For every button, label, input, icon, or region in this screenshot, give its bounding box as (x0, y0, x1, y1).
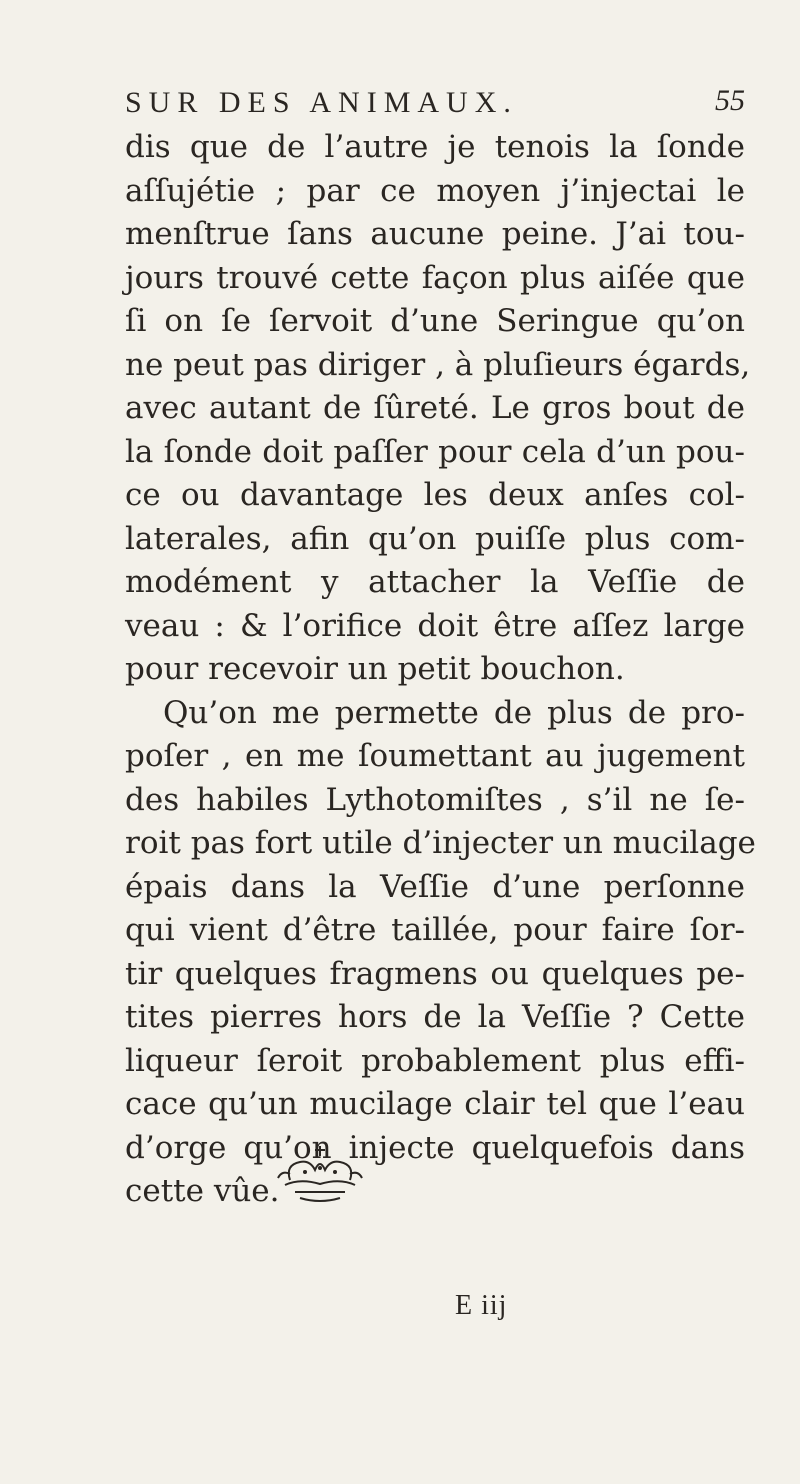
text-line: tites pierres hors de la Veſſie ? Cette (125, 999, 745, 1035)
text-line: ſi on ſe ſervoit d’une Seringue qu’on (125, 303, 745, 339)
text-line: avec autant de ſûreté. Le gros bout de (125, 390, 745, 426)
text-line: dis que de l’autre je tenois la ſonde (125, 129, 745, 165)
text-line: tir quelques fragmens ou quelques pe- (125, 955, 745, 992)
text-line: aſſujétie ; par ce moyen j’injectai le (125, 172, 745, 209)
text-line: qui vient d’être taillée, pour faire ſor- (125, 912, 745, 948)
text-line: jours trouvé cette façon plus aiſée que (125, 259, 745, 296)
text-line: épais dans la Veſſie d’une perſonne (125, 868, 745, 905)
page-number: 55 (715, 84, 745, 117)
text-line: des habiles Lythotomiſtes , s’il ne ſe- (125, 781, 745, 818)
text-line: poſer , en me ſoumettant au jugement (125, 738, 745, 774)
text-line: cace qu’un mucilage clair tel que l’eau (125, 1086, 745, 1122)
text-line: roit pas fort utile d’injecter un mucilage (125, 825, 756, 861)
text-line: la ſonde doit paſſer pour cela d’un pou- (125, 433, 745, 470)
paragraph-start-line: Qu’on me permette de plus de pro- (163, 694, 745, 731)
text-line: ne peut pas diriger , à pluſieurs égards, (125, 346, 751, 383)
paragraph-end-line: pour recevoir un petit bouchon. (125, 651, 625, 687)
text-line: menſtrue ſans aucune peine. J’ai tou- (125, 216, 745, 252)
signature-mark: E iij (455, 1290, 508, 1321)
text-line: veau : & l’orifice doit être aſſez large (125, 607, 745, 644)
paragraph-end-line: cette vûe. (125, 1173, 280, 1209)
text-line: modément y attacher la Veſſie de (125, 564, 745, 600)
printers-ornament-icon (270, 1140, 370, 1210)
text-line: d’orge qu’on injecte quelquefois dans (125, 1129, 745, 1166)
text-line: liqueur ſeroit probablement plus effi- (125, 1042, 745, 1079)
body-text (125, 126, 756, 1214)
text-line: laterales, afin qu’on puiſſe plus com- (125, 520, 745, 557)
running-title: SUR DES ANIMAUX. (125, 86, 518, 119)
text-line: ce ou davantage les deux anſes col- (125, 477, 745, 513)
running-head (125, 82, 745, 122)
